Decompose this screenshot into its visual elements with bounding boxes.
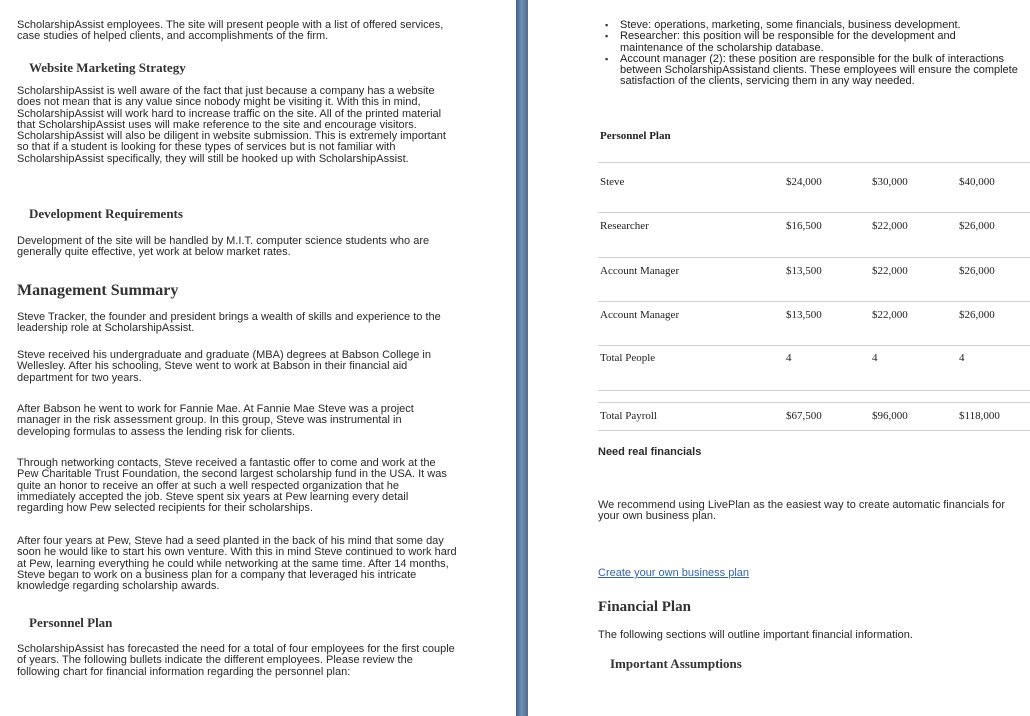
bullet-item: ▪ Steve: operations, marketing, some financials, business development.: [620, 20, 1020, 31]
intro-paragraph: ScholarshipAssist employees. The site will present people with a list of offered services, case studies of helped clients, and accomplishments of the firm.: [17, 19, 444, 43]
row-name: Total People: [600, 352, 656, 364]
row-year1: $13,500: [786, 265, 822, 277]
table-rule: [598, 390, 1030, 391]
row-year3: $40,000: [959, 176, 995, 188]
row-year3: 4: [959, 352, 965, 364]
management-paragraph-4: Through networking contacts, Steve received a fantastic offer to come and work at the Pew Charitable Trust Foundation, the second largest scholarship fund in the USA. It was quite an honor to receive an offer at such a well respected organization that he immediately accepted the job. Steve spent six years at Pew learning every detail regarding how Pew selected recipients for their scholarships.: [17, 457, 447, 515]
table-rule: [598, 301, 1030, 302]
row-name: Total Payroll: [600, 410, 657, 422]
row-name: Account Manager: [600, 265, 680, 277]
row-year2: $30,000: [872, 176, 908, 188]
row-year2: $22,000: [872, 309, 908, 321]
row-year1: $67,500: [786, 410, 822, 422]
table-rule: [598, 212, 1030, 213]
management-paragraph-5: After four years at Pew, Steve had a seed planted in the back of his mind that some day soon he would like to start his own venture. With this in mind Steve continued to work hard at Pew, learning everything he could while networking at the same time. After 14 months, Steve began to work on a business plan for a company that leveraged his intricate knowledge regarding scholarship awards.: [17, 535, 457, 593]
row-year1: 4: [786, 352, 792, 364]
page-gutter: [516, 0, 528, 716]
marketing-heading: Website Marketing Strategy: [29, 60, 186, 75]
table-rule: [598, 257, 1030, 258]
row-year3: $26,000: [959, 309, 995, 321]
row-year2: $22,000: [872, 265, 908, 277]
row-year1: $13,500: [786, 309, 822, 321]
table-rule: [598, 430, 1030, 431]
financial-plan-heading: Financial Plan: [598, 599, 691, 615]
row-year1: $24,000: [786, 176, 822, 188]
table-rule: [598, 345, 1030, 346]
right-page: [528, 0, 1030, 716]
marketing-paragraph: ScholarshipAssist is well aware of the fact that just because a company has a website does not mean that is any value since nobody might be visiting it. With this in mind, ScholarshipAssist will work hard to increase traffic on the site. All of the printed material that ScholarshipAssist uses will make reference to the site and encourage visitors. ScholarshipAssist will also be diligent in website submission. This is extremely important so that if a student is looking for these types of services but is not familiar with ScholarshipAssist specifically, they will still be hooked up with ScholarshipAssist.: [17, 85, 446, 165]
table-rule: [598, 402, 1030, 403]
management-paragraph-3: After Babson he went to work for Fannie Mae. At Fannie Mae Steve was a project manager in the risk assessment group. In this group, Steve was instrumental in developing formulas to assess the lending risk for clients.: [17, 403, 414, 438]
financial-plan-paragraph: The following sections will outline important financial information.: [598, 629, 913, 641]
need-financials-note: Need real financials: [598, 446, 702, 458]
management-paragraph-1: Steve Tracker, the founder and president brings a wealth of skills and experience to the leadership role at ScholarshipAssist.: [17, 311, 441, 335]
table-rule: [598, 162, 1030, 163]
management-paragraph-2: Steve received his undergraduate and graduate (MBA) degrees at Babson College in Wellesley. After his schooling, Steve went to work at Babson in their financial aid department for two years.: [17, 349, 431, 384]
bullet-item: ▪ Researcher: this position will be responsible for the development and maintenance of the scholarship database.: [620, 31, 1020, 54]
row-year2: 4: [872, 352, 878, 364]
development-heading: Development Requirements: [29, 206, 183, 221]
row-year1: $16,500: [786, 220, 822, 232]
management-heading: Management Summary: [17, 282, 179, 299]
row-year3: $26,000: [959, 220, 995, 232]
row-name: Steve: [600, 176, 625, 188]
row-year3: $26,000: [959, 265, 995, 277]
development-paragraph: Development of the site will be handled by M.I.T. computer science students who are generally quite effective, yet work at below market rates.: [17, 235, 430, 259]
important-assumptions-heading: Important Assumptions: [610, 656, 742, 671]
employee-bullet-list: [606, 20, 1020, 88]
bullet-item: ▪ Account manager (2): these position are responsible for the bulk of interactions between ScholarshipAssistand clients. These employees will ensure the complete satisfaction of the clients, servicing them in any way needed.: [620, 54, 1020, 88]
liveplan-recommendation: We recommend using LivePlan as the easiest way to create automatic financials for your own business plan.: [598, 499, 1005, 523]
row-name: Account Manager: [600, 309, 680, 321]
row-name: Researcher: [600, 220, 649, 232]
personnel-paragraph: ScholarshipAssist has forecasted the need for a total of four employees for the first couple of years. The following bullets indicate the different employees. Please review the following chart for financial information regarding the personnel plan:: [17, 643, 455, 678]
row-year3: $118,000: [959, 410, 1000, 422]
table-title: Personnel Plan: [600, 130, 671, 142]
row-year2: $22,000: [872, 220, 908, 232]
create-business-plan-link[interactable]: Create your own business plan: [598, 567, 750, 579]
personnel-heading: Personnel Plan: [29, 615, 113, 630]
row-year2: $96,000: [872, 410, 908, 422]
